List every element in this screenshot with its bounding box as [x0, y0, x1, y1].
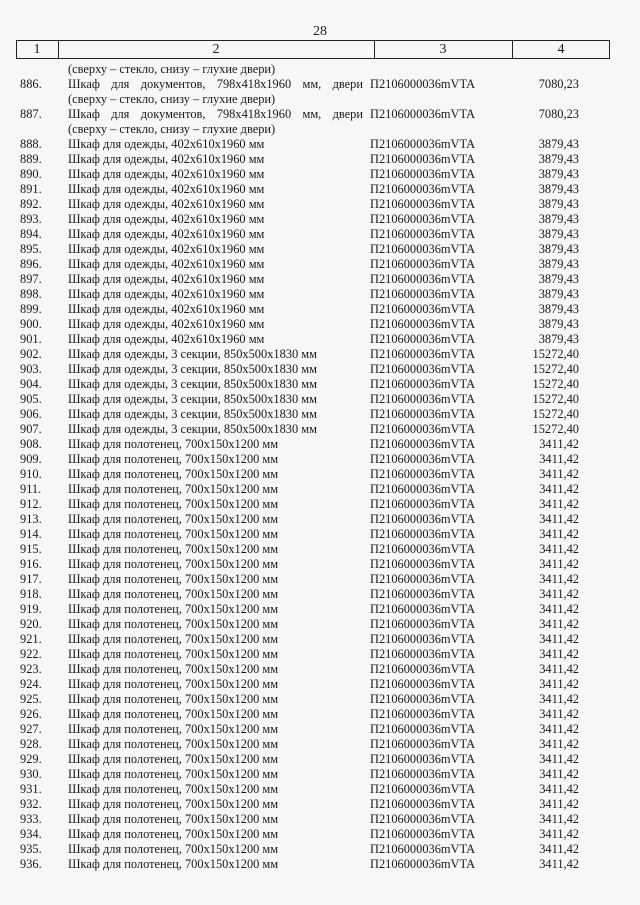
row-name: Шкаф для полотенец, 700x150x1200 мм: [68, 752, 279, 766]
row-number: 931.: [20, 782, 42, 796]
row-price: 3411,42: [539, 497, 579, 511]
table-row: [0, 767, 640, 782]
row-code: П2106000036mVTA: [370, 542, 476, 556]
table-row: [0, 617, 640, 632]
row-price: 3879,43: [538, 137, 579, 151]
table-row: [0, 242, 640, 257]
row-name: Шкаф для одежды, 402x610x1960 мм: [68, 287, 265, 301]
header-divider: [512, 41, 513, 58]
row-price: 3879,43: [538, 242, 579, 256]
row-number: 932.: [20, 797, 42, 811]
row-number: 904.: [20, 377, 42, 391]
row-price: 15272,40: [532, 407, 579, 421]
row-name: Шкаф для одежды, 402x610x1960 мм: [68, 317, 265, 331]
table-row: [0, 512, 640, 527]
row-number: 914.: [20, 527, 42, 541]
header-col-4: 4: [557, 42, 565, 57]
row-name: Шкаф для полотенец, 700x150x1200 мм: [68, 767, 279, 781]
row-number: 908.: [20, 437, 42, 451]
row-number: 890.: [20, 167, 42, 181]
table-header: [16, 40, 610, 59]
row-number: 892.: [20, 197, 42, 211]
table-row: [0, 197, 640, 212]
continuation-line: (сверху – стекло, снизу – глухие двери): [68, 62, 276, 76]
row-price: 3879,43: [538, 152, 579, 166]
row-code: П2106000036mVTA: [370, 212, 476, 226]
row-number: 929.: [20, 752, 42, 766]
row-code: П2106000036mVTA: [370, 527, 476, 541]
row-code: П2106000036mVTA: [370, 572, 476, 586]
row-code: П2106000036mVTA: [370, 272, 476, 286]
row-code: П2106000036mVTA: [370, 512, 476, 526]
row-price: 15272,40: [532, 377, 579, 391]
row-price: 15272,40: [532, 422, 579, 436]
row-name: Шкаф для полотенец, 700x150x1200 мм: [68, 557, 279, 571]
row-name: Шкаф для полотенец, 700x150x1200 мм: [68, 497, 279, 511]
row-name: Шкаф для одежды, 402x610x1960 мм: [68, 257, 265, 271]
row-price: 3411,42: [539, 632, 579, 646]
row-code: П2106000036mVTA: [370, 197, 476, 211]
row-price: 3411,42: [539, 752, 579, 766]
row-code: П2106000036mVTA: [370, 587, 476, 601]
row-price: 3411,42: [539, 857, 579, 871]
row-name: Шкаф для одежды, 402x610x1960 мм: [68, 167, 265, 181]
row-code: П2106000036mVTA: [370, 797, 476, 811]
row-price: 3411,42: [539, 812, 579, 826]
header-col-2: 2: [212, 42, 220, 57]
row-name: Шкаф для одежды, 402x610x1960 мм: [68, 242, 265, 256]
row-code: П2106000036mVTA: [370, 767, 476, 781]
table-row: [0, 287, 640, 302]
table-row: [0, 722, 640, 737]
row-number: 910.: [20, 467, 42, 481]
row-number: 917.: [20, 572, 42, 586]
row-price: 3411,42: [539, 827, 579, 841]
row-code: П2106000036mVTA: [370, 407, 476, 421]
table-row: [0, 392, 640, 407]
row-number: 893.: [20, 212, 42, 226]
row-name: Шкаф для одежды, 402x610x1960 мм: [68, 227, 265, 241]
row-price: 3411,42: [539, 647, 579, 661]
table-row: [0, 422, 640, 437]
row-price: 3879,43: [538, 272, 579, 286]
row-number: 933.: [20, 812, 42, 826]
row-name: Шкаф для полотенец, 700x150x1200 мм: [68, 587, 279, 601]
row-price: 3411,42: [539, 542, 579, 556]
row-name: Шкаф для полотенец, 700x150x1200 мм: [68, 542, 279, 556]
table-row: [0, 752, 640, 767]
row-name: Шкаф для полотенец, 700x150x1200 мм: [68, 812, 279, 826]
row-price: 15272,40: [532, 392, 579, 406]
row-name: Шкаф для полотенец, 700x150x1200 мм: [68, 737, 279, 751]
row-number: 935.: [20, 842, 42, 856]
row-price: 3411,42: [539, 617, 579, 631]
table-row: [0, 677, 640, 692]
row-number: 902.: [20, 347, 42, 361]
row-code: П2106000036mVTA: [370, 557, 476, 571]
row-name: Шкаф для полотенец, 700x150x1200 мм: [68, 677, 279, 691]
row-code: П2106000036mVTA: [370, 812, 476, 826]
row-number: 922.: [20, 647, 42, 661]
row-number: 891.: [20, 182, 42, 196]
row-name: Шкаф для полотенец, 700x150x1200 мм: [68, 452, 279, 466]
row-price: 15272,40: [532, 347, 579, 361]
row-code: П2106000036mVTA: [370, 107, 476, 121]
table-row: [0, 737, 640, 752]
row-code: П2106000036mVTA: [370, 317, 476, 331]
row-code: П2106000036mVTA: [370, 467, 476, 481]
row-number: 905.: [20, 392, 42, 406]
row-number: 901.: [20, 332, 42, 346]
row-price: 3411,42: [539, 437, 579, 451]
row-number: 934.: [20, 827, 42, 841]
row-price: 3879,43: [538, 317, 579, 331]
row-price: 7080,23: [538, 77, 579, 91]
row-name: Шкаф для полотенец, 700x150x1200 мм: [68, 602, 279, 616]
row-price: 3879,43: [538, 227, 579, 241]
header-divider: [16, 41, 17, 58]
row-price: 3879,43: [538, 287, 579, 301]
table-row: [0, 587, 640, 602]
row-code: П2106000036mVTA: [370, 377, 476, 391]
row-price: 3411,42: [539, 482, 579, 496]
row-number: 896.: [20, 257, 42, 271]
row-number: 924.: [20, 677, 42, 691]
row-number: 906.: [20, 407, 42, 421]
row-name: Шкаф для полотенец, 700x150x1200 мм: [68, 617, 279, 631]
row-code: П2106000036mVTA: [370, 302, 476, 316]
row-code: П2106000036mVTA: [370, 752, 476, 766]
row-number: 913.: [20, 512, 42, 526]
page-number: 28: [313, 24, 327, 39]
row-price: 3411,42: [539, 467, 579, 481]
row-number: 888.: [20, 137, 42, 151]
row-name: Шкаф для одежды, 402x610x1960 мм: [68, 212, 265, 226]
row-number: 919.: [20, 602, 42, 616]
row-number: 915.: [20, 542, 42, 556]
row-price: 3411,42: [539, 722, 579, 736]
row-name: Шкаф для документов, 798x418x1960 мм, двери: [68, 107, 363, 121]
table-row: [0, 692, 640, 707]
row-number: 927.: [20, 722, 42, 736]
row-name: Шкаф для полотенец, 700x150x1200 мм: [68, 707, 279, 721]
row-number: 894.: [20, 227, 42, 241]
row-price: 7080,23: [538, 107, 579, 121]
row-number: 921.: [20, 632, 42, 646]
row-name: Шкаф для одежды, 3 секции, 850x500x1830 мм: [68, 422, 317, 436]
row-code: П2106000036mVTA: [370, 692, 476, 706]
table-row: [0, 407, 640, 422]
table-row: [0, 212, 640, 227]
table-row: [0, 632, 640, 647]
row-name: Шкаф для одежды, 3 секции, 850x500x1830 мм: [68, 377, 317, 391]
table-row: [0, 452, 640, 467]
header-divider: [609, 41, 610, 58]
row-price: 3879,43: [538, 182, 579, 196]
row-name: Шкаф для полотенец, 700x150x1200 мм: [68, 692, 279, 706]
row-number: 898.: [20, 287, 42, 301]
table-row: [0, 782, 640, 797]
header-col-3: 3: [439, 42, 447, 57]
row-code: П2106000036mVTA: [370, 167, 476, 181]
row-code: П2106000036mVTA: [370, 722, 476, 736]
row-code: П2106000036mVTA: [370, 347, 476, 361]
row-price: 3411,42: [539, 512, 579, 526]
row-code: П2106000036mVTA: [370, 602, 476, 616]
row-number: 925.: [20, 692, 42, 706]
row-number: 909.: [20, 452, 42, 466]
table-row: [0, 827, 640, 842]
row-price: 3411,42: [539, 767, 579, 781]
header-divider: [374, 41, 375, 58]
row-code: П2106000036mVTA: [370, 617, 476, 631]
row-code: П2106000036mVTA: [370, 257, 476, 271]
table-row: [0, 707, 640, 722]
row-code: П2106000036mVTA: [370, 737, 476, 751]
row-number: 918.: [20, 587, 42, 601]
row-number: 920.: [20, 617, 42, 631]
table-body: [0, 62, 640, 872]
row-name: Шкаф для полотенец, 700x150x1200 мм: [68, 722, 279, 736]
continuation-line: (сверху – стекло, снизу – глухие двери): [68, 122, 276, 136]
row-name: Шкаф для полотенец, 700x150x1200 мм: [68, 647, 279, 661]
row-name: Шкаф для одежды, 402x610x1960 мм: [68, 152, 265, 166]
row-name: Шкаф для полотенец, 700x150x1200 мм: [68, 782, 279, 796]
continuation-line: (сверху – стекло, снизу – глухие двери): [68, 92, 276, 106]
row-number: 900.: [20, 317, 42, 331]
row-name: Шкаф для документов, 798x418x1960 мм, двери: [68, 77, 363, 91]
row-number: 926.: [20, 707, 42, 721]
table-row: [0, 332, 640, 347]
row-code: П2106000036mVTA: [370, 452, 476, 466]
row-number: 907.: [20, 422, 42, 436]
row-price: 3411,42: [539, 707, 579, 721]
row-code: П2106000036mVTA: [370, 242, 476, 256]
row-number: 936.: [20, 857, 42, 871]
row-number: 911.: [20, 482, 42, 496]
table-row: [0, 257, 640, 272]
row-code: П2106000036mVTA: [370, 77, 476, 91]
table-row: [0, 302, 640, 317]
table-row: [0, 137, 640, 152]
row-code: П2106000036mVTA: [370, 152, 476, 166]
table-row: [0, 317, 640, 332]
row-name: Шкаф для одежды, 3 секции, 850x500x1830 мм: [68, 392, 317, 406]
row-name: Шкаф для полотенец, 700x150x1200 мм: [68, 482, 279, 496]
row-number: 928.: [20, 737, 42, 751]
row-name: Шкаф для полотенец, 700x150x1200 мм: [68, 527, 279, 541]
table-row: [0, 437, 640, 452]
row-name: Шкаф для полотенец, 700x150x1200 мм: [68, 572, 279, 586]
row-name: Шкаф для полотенец, 700x150x1200 мм: [68, 797, 279, 811]
row-name: Шкаф для полотенец, 700x150x1200 мм: [68, 857, 279, 871]
row-name: Шкаф для полотенец, 700x150x1200 мм: [68, 512, 279, 526]
row-name: Шкаф для одежды, 3 секции, 850x500x1830 мм: [68, 347, 317, 361]
row-number: 923.: [20, 662, 42, 676]
row-name: Шкаф для полотенец, 700x150x1200 мм: [68, 827, 279, 841]
table-row: [0, 842, 640, 857]
row-price: 3411,42: [539, 797, 579, 811]
table-row: [0, 497, 640, 512]
row-price: 3411,42: [539, 557, 579, 571]
table-row: [0, 797, 640, 812]
table-row: [0, 857, 640, 872]
row-number: 930.: [20, 767, 42, 781]
header-divider: [58, 41, 59, 58]
table-row: [0, 647, 640, 662]
table-row: [0, 77, 640, 92]
table-row: [0, 362, 640, 377]
row-price: 3411,42: [539, 572, 579, 586]
row-number: 912.: [20, 497, 42, 511]
row-name: Шкаф для одежды, 402x610x1960 мм: [68, 272, 265, 286]
table-row: [0, 167, 640, 182]
row-name: Шкаф для одежды, 402x610x1960 мм: [68, 182, 265, 196]
row-price: 3411,42: [539, 692, 579, 706]
table-row: [0, 107, 640, 122]
row-code: П2106000036mVTA: [370, 182, 476, 196]
table-row: [0, 527, 640, 542]
table-row: [0, 152, 640, 167]
row-name: Шкаф для полотенец, 700x150x1200 мм: [68, 842, 279, 856]
row-code: П2106000036mVTA: [370, 842, 476, 856]
row-name: Шкаф для полотенец, 700x150x1200 мм: [68, 662, 279, 676]
row-number: 903.: [20, 362, 42, 376]
row-price: 3411,42: [539, 842, 579, 856]
row-code: П2106000036mVTA: [370, 227, 476, 241]
row-price: 3411,42: [539, 677, 579, 691]
row-name: Шкаф для одежды, 3 секции, 850x500x1830 мм: [68, 407, 317, 421]
row-name: Шкаф для одежды, 3 секции, 850x500x1830 мм: [68, 362, 317, 376]
row-code: П2106000036mVTA: [370, 362, 476, 376]
row-price: 3879,43: [538, 212, 579, 226]
row-code: П2106000036mVTA: [370, 782, 476, 796]
row-name: Шкаф для одежды, 402x610x1960 мм: [68, 332, 265, 346]
row-number: 899.: [20, 302, 42, 316]
row-price: 15272,40: [532, 362, 579, 376]
row-code: П2106000036mVTA: [370, 647, 476, 661]
table-row: [0, 662, 640, 677]
row-code: П2106000036mVTA: [370, 677, 476, 691]
row-price: 3411,42: [539, 662, 579, 676]
row-number: 895.: [20, 242, 42, 256]
row-name: Шкаф для полотенец, 700x150x1200 мм: [68, 467, 279, 481]
row-price: 3879,43: [538, 302, 579, 316]
header-col-1: 1: [33, 42, 41, 57]
table-row: [0, 377, 640, 392]
row-code: П2106000036mVTA: [370, 497, 476, 511]
row-code: П2106000036mVTA: [370, 332, 476, 346]
row-number: 889.: [20, 152, 42, 166]
row-price: 3879,43: [538, 257, 579, 271]
row-code: П2106000036mVTA: [370, 662, 476, 676]
row-code: П2106000036mVTA: [370, 437, 476, 451]
row-price: 3411,42: [539, 452, 579, 466]
row-code: П2106000036mVTA: [370, 632, 476, 646]
row-number: 887.: [20, 107, 42, 121]
row-name: Шкаф для полотенец, 700x150x1200 мм: [68, 632, 279, 646]
table-row: [0, 812, 640, 827]
row-price: 3411,42: [539, 527, 579, 541]
row-price: 3879,43: [538, 167, 579, 181]
row-code: П2106000036mVTA: [370, 857, 476, 871]
row-number: 916.: [20, 557, 42, 571]
table-row: [0, 347, 640, 362]
row-code: П2106000036mVTA: [370, 392, 476, 406]
row-code: П2106000036mVTA: [370, 707, 476, 721]
row-code: П2106000036mVTA: [370, 137, 476, 151]
row-code: П2106000036mVTA: [370, 827, 476, 841]
row-name: Шкаф для полотенец, 700x150x1200 мм: [68, 437, 279, 451]
table-row: [0, 482, 640, 497]
table-row: [0, 602, 640, 617]
row-price: 3411,42: [539, 587, 579, 601]
row-name: Шкаф для одежды, 402x610x1960 мм: [68, 137, 265, 151]
row-price: 3879,43: [538, 332, 579, 346]
table-row: [0, 557, 640, 572]
table-row: [0, 542, 640, 557]
row-number: 897.: [20, 272, 42, 286]
table-row: [0, 572, 640, 587]
row-price: 3411,42: [539, 602, 579, 616]
row-code: П2106000036mVTA: [370, 482, 476, 496]
table-row: [0, 467, 640, 482]
row-price: 3411,42: [539, 737, 579, 751]
table-row: [0, 272, 640, 287]
row-name: Шкаф для одежды, 402x610x1960 мм: [68, 302, 265, 316]
row-price: 3879,43: [538, 197, 579, 211]
row-code: П2106000036mVTA: [370, 287, 476, 301]
table-row: [0, 182, 640, 197]
table-row: [0, 227, 640, 242]
row-price: 3411,42: [539, 782, 579, 796]
row-code: П2106000036mVTA: [370, 422, 476, 436]
row-name: Шкаф для одежды, 402x610x1960 мм: [68, 197, 265, 211]
row-number: 886.: [20, 77, 42, 91]
